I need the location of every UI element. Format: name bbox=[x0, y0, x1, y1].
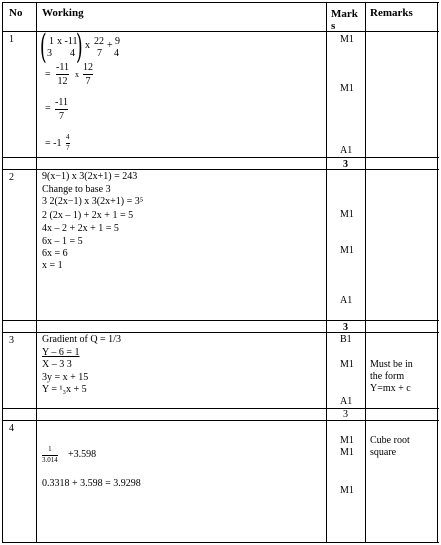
row-divider bbox=[2, 332, 439, 333]
fraction: 1 3.014 bbox=[42, 445, 58, 464]
column-divider bbox=[365, 2, 366, 543]
header-marks: Marks bbox=[331, 8, 358, 33]
mark-code: M1 bbox=[340, 245, 354, 256]
total-marks: 3 bbox=[343, 409, 348, 420]
expr-term: x -11 bbox=[57, 36, 78, 47]
header-no: No bbox=[9, 7, 23, 19]
working-line: Y – 6 = 1 bbox=[42, 347, 80, 358]
row-divider bbox=[2, 408, 439, 409]
fraction: -11 7 bbox=[55, 97, 68, 122]
table-border-right bbox=[437, 2, 438, 543]
mark-code: A1 bbox=[340, 295, 353, 306]
equals-sign: = bbox=[45, 103, 51, 114]
fraction: 4 7 bbox=[66, 133, 70, 152]
row-divider bbox=[2, 420, 439, 421]
fraction: 12 7 bbox=[83, 62, 93, 87]
row-divider bbox=[2, 2, 439, 3]
row-divider bbox=[2, 542, 439, 543]
working-line: 2 (2x – 1) + 2x + 1 = 5 bbox=[42, 210, 134, 221]
working-line: 4x – 2 + 2x + 1 = 5 bbox=[42, 223, 119, 234]
header-remarks: Remarks bbox=[370, 7, 413, 19]
question-number: 4 bbox=[9, 423, 14, 434]
mark-code: M1 bbox=[340, 359, 354, 370]
working-line: 3y = x + 15 bbox=[42, 372, 89, 383]
mark-code: A1 bbox=[340, 396, 353, 407]
expr-term: 7 bbox=[97, 48, 102, 59]
remark-line: the form bbox=[370, 371, 405, 382]
remark-line: Cube root bbox=[370, 435, 410, 446]
expr-term: 9 bbox=[115, 36, 120, 47]
remark-line: Y=mx + c bbox=[370, 383, 411, 394]
remark-line: Must be in bbox=[370, 359, 413, 370]
working-line: Gradient of Q = 1/3 bbox=[42, 334, 121, 345]
row-divider bbox=[2, 320, 439, 321]
column-divider bbox=[326, 2, 327, 543]
mark-code: M1 bbox=[340, 485, 354, 496]
working-line: Change to base 3 bbox=[42, 184, 111, 195]
mark-code: M1 bbox=[340, 447, 354, 458]
working-line: x = 1 bbox=[42, 260, 63, 271]
plus-sign: + bbox=[107, 40, 113, 51]
mark-code: A1 bbox=[340, 145, 353, 156]
expr-term: 1 bbox=[49, 36, 54, 47]
total-marks: 3 bbox=[343, 322, 348, 333]
working-line: 9(x−1) x 3(2x+1) = 243 bbox=[42, 171, 138, 182]
question-number: 2 bbox=[9, 172, 14, 183]
mark-code: M1 bbox=[340, 34, 354, 45]
row-divider bbox=[2, 169, 439, 170]
mixed-number: = -1 bbox=[45, 138, 62, 149]
column-divider bbox=[36, 2, 37, 543]
mark-code: M1 bbox=[340, 435, 354, 446]
remark-line: square bbox=[370, 447, 397, 458]
mark-code: M1 bbox=[340, 209, 354, 220]
expr-term: 3 bbox=[47, 48, 52, 59]
mark-code: B1 bbox=[340, 334, 352, 345]
working-line: 3 2(2x−1) x 3(2x+1) = 3⁵ bbox=[42, 196, 144, 207]
working-line: X – 3 3 bbox=[42, 359, 72, 370]
expr-term: 22 bbox=[94, 36, 104, 47]
working-line: Y = ¹₃x + 5 bbox=[42, 384, 87, 395]
working-line: 6x – 1 = 5 bbox=[42, 236, 83, 247]
working-line: 0.3318 + 3.598 = 3.9298 bbox=[42, 478, 141, 489]
working-line: +3.598 bbox=[68, 449, 97, 460]
times-sign: x bbox=[85, 40, 90, 51]
times-sign: x bbox=[75, 70, 79, 79]
mark-code: M1 bbox=[340, 83, 354, 94]
table-border-left bbox=[2, 2, 3, 543]
question-number: 3 bbox=[9, 335, 14, 346]
header-working: Working bbox=[42, 7, 84, 19]
matrix-left-bracket: ( bbox=[40, 27, 47, 67]
question-number: 1 bbox=[9, 34, 14, 45]
working-line: 6x = 6 bbox=[42, 248, 68, 259]
expr-term: 4 bbox=[114, 48, 119, 59]
total-marks: 3 bbox=[343, 159, 348, 170]
row-divider bbox=[2, 157, 439, 158]
matrix-right-bracket: ) bbox=[76, 27, 83, 67]
row-divider bbox=[2, 31, 439, 32]
equals-sign: = bbox=[45, 69, 51, 80]
fraction: -11 12 bbox=[56, 62, 69, 87]
expr-term: 4 bbox=[70, 48, 75, 59]
